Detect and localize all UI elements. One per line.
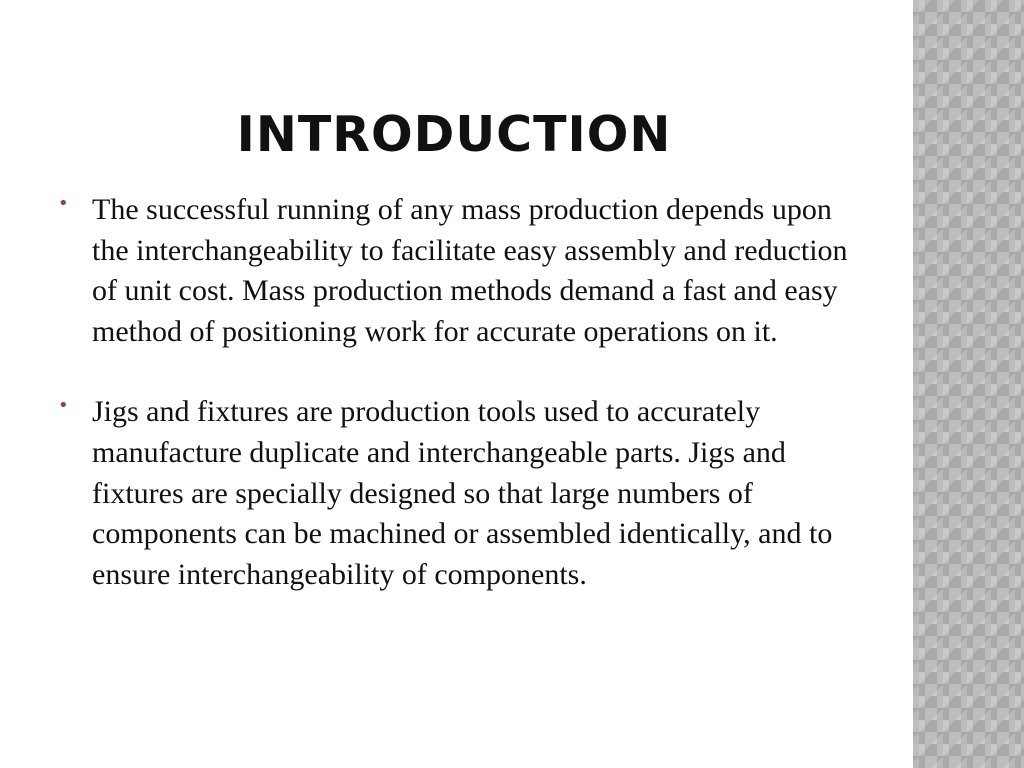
bullet-marker-icon: • bbox=[58, 395, 69, 417]
bullet-list bbox=[56, 190, 856, 595]
bullet-marker-icon: • bbox=[58, 193, 69, 214]
bullet-text: The successful running of any mass production depends upon the interchangeability to facilitate easy assembly and reduction of unit cost. Mass production methods demand a fast and easy method of positioning work for accurate operations on it. bbox=[92, 193, 848, 348]
bullet-text: Jigs and fixtures are production tools used to accurately manufacture duplicate and interchangeable parts. Jigs and fixtures are specially designed so that large numbers of components can be machined or assembled identically, and to ensure interchangeability of components. bbox=[92, 395, 833, 591]
bullet-item bbox=[56, 190, 856, 352]
slide-title: INTRODUCTION bbox=[236, 106, 672, 163]
decorative-side-panel bbox=[913, 0, 1024, 768]
bullet-item bbox=[56, 392, 856, 595]
